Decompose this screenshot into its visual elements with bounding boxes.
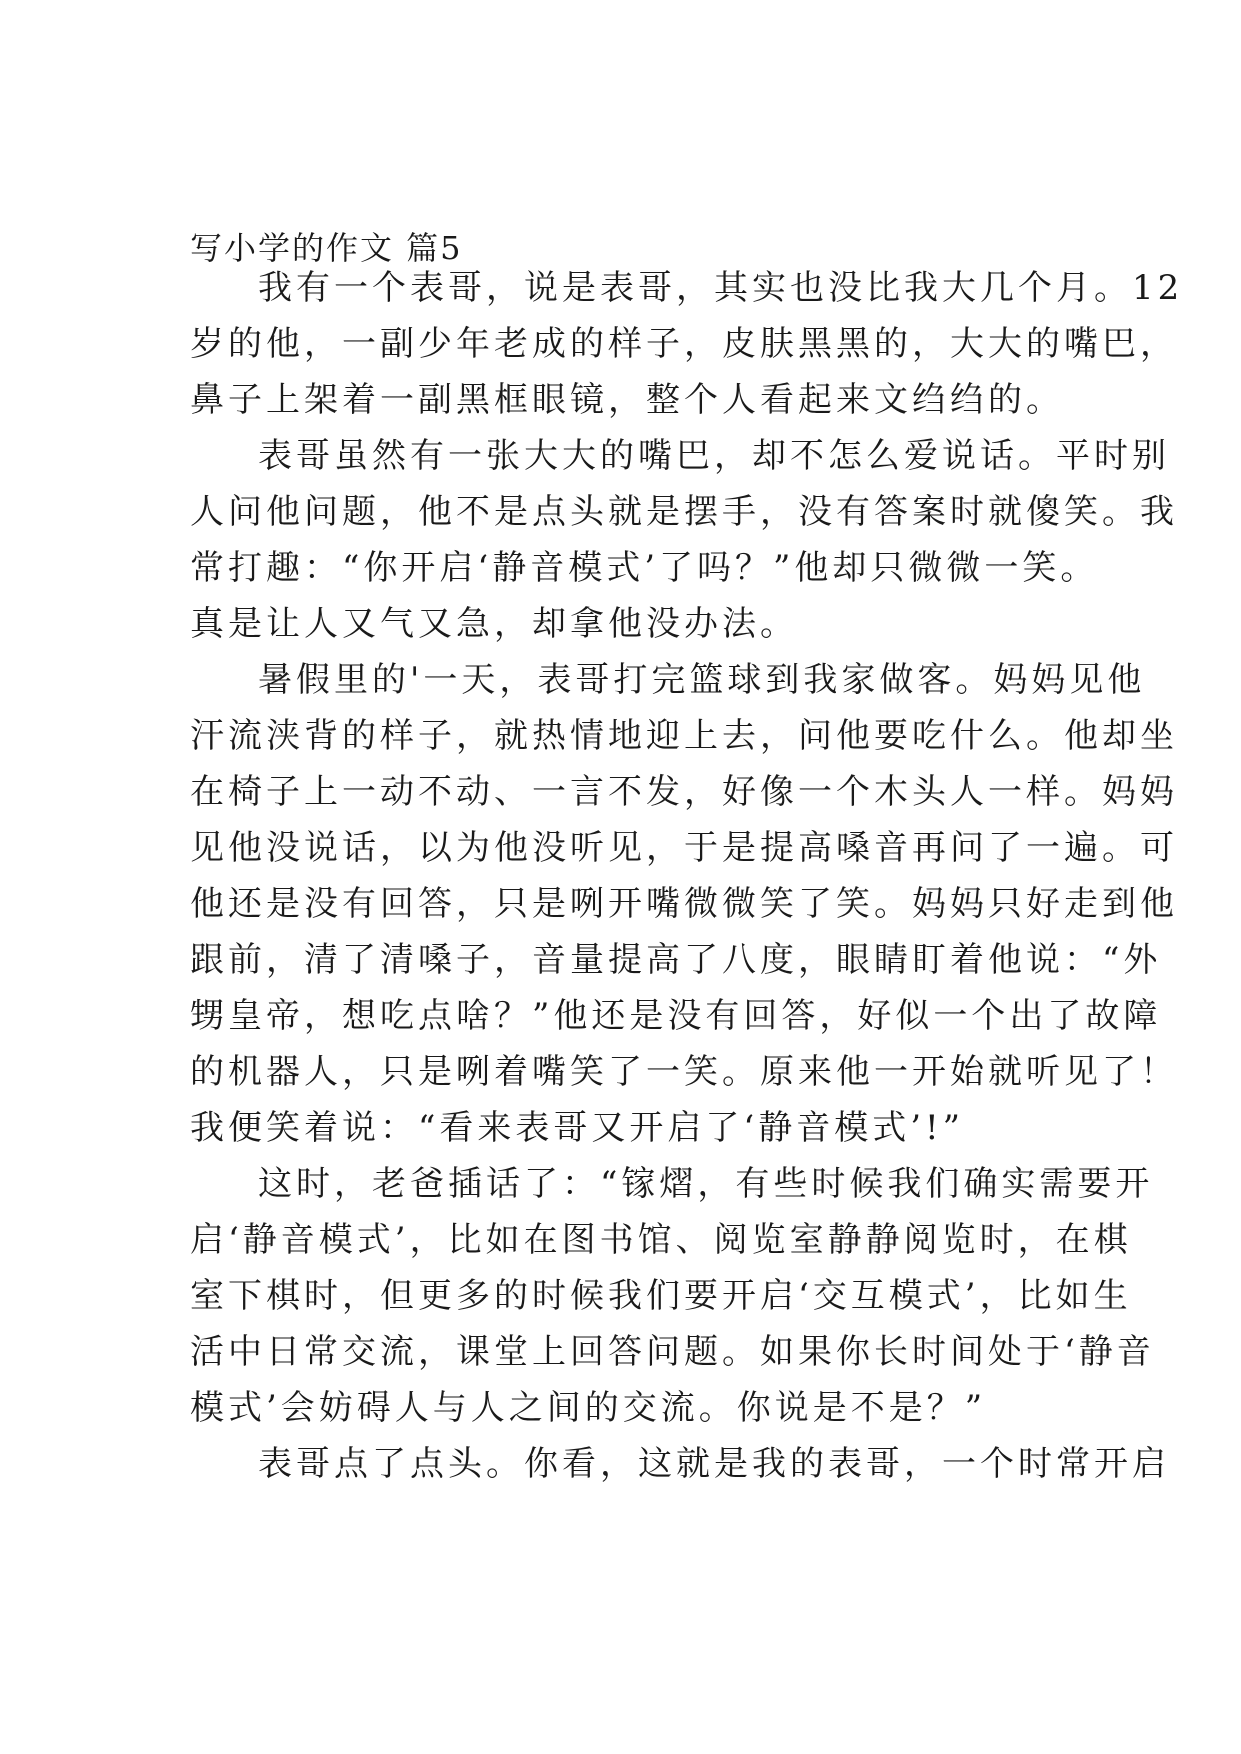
- text-line: 岁的他，一副少年老成的样子，皮肤黑黑的，大大的嘴巴，: [190, 324, 1178, 364]
- text-line: 表哥点了点头。你看，这就是我的表哥，一个时常开启: [258, 1444, 1170, 1484]
- text-line: 跟前，清了清嗓子，音量提高了八度，眼睛盯着他说：“外: [190, 940, 1162, 980]
- text-line: 我有一个表哥，说是表哥，其实也没比我大几个月。12: [258, 268, 1184, 308]
- text-line: 他还是没有回答，只是咧开嘴微微笑了笑。妈妈只好走到他: [190, 884, 1178, 924]
- essay-title: 写小学的作文 篇5: [190, 229, 463, 267]
- text-line: 我便笑着说：“看来表哥又开启了‘静音模式’!”: [190, 1108, 965, 1148]
- text-line: 鼻子上架着一副黑框眼镜，整个人看起来文绉绉的。: [190, 380, 1064, 420]
- text-line: 在椅子上一动不动、一言不发，好像一个木头人一样。妈妈: [190, 772, 1178, 812]
- text-line: 常打趣：“你开启‘静音模式’了吗？”他却只微微一笑。: [190, 548, 1099, 588]
- text-line: 汗流浃背的样子，就热情地迎上去，问他要吃什么。他却坐: [190, 716, 1178, 756]
- text-line: 人问他问题，他不是点头就是摆手，没有答案时就傻笑。我: [190, 492, 1178, 532]
- text-line: 见他没说话，以为他没听见，于是提高嗓音再问了一遍。可: [190, 828, 1178, 868]
- text-line: 暑假里的'一天，表哥打完篮球到我家做客。妈妈见他: [258, 660, 1146, 700]
- text-line: 启‘静音模式’，比如在图书馆、阅览室静静阅览时，在棋: [190, 1220, 1132, 1260]
- text-line: 的机器人，只是咧着嘴笑了一笑。原来他一开始就听见了！: [190, 1052, 1178, 1092]
- text-line: 甥皇帝，想吃点啥？”他还是没有回答，好似一个出了故障: [190, 996, 1162, 1036]
- text-line: 这时，老爸插话了：“镓熠，有些时候我们确实需要开: [258, 1164, 1154, 1204]
- text-line: 室下棋时，但更多的时候我们要开启‘交互模式’，比如生: [190, 1276, 1132, 1316]
- text-line: 活中日常交流，课堂上回答问题。如果你长时间处于‘静音: [190, 1332, 1155, 1372]
- text-line: 表哥虽然有一张大大的嘴巴，却不怎么爱说话。平时别: [258, 436, 1170, 476]
- text-line: 真是让人又气又急，却拿他没办法。: [190, 604, 798, 644]
- text-line: 模式’会妨碍人与人之间的交流。你说是不是？”: [190, 1388, 987, 1428]
